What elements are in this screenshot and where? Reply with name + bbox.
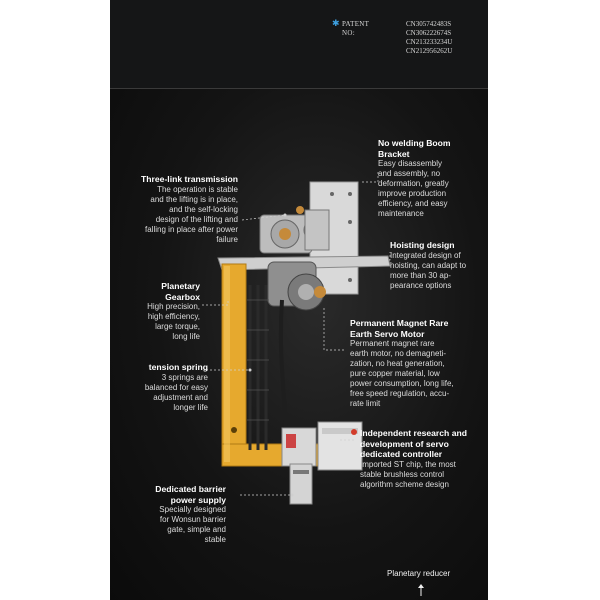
arrow-up-icon [418,584,424,588]
annotation-heading: Gearbox [165,291,200,302]
annotation-line: pearance options [390,280,452,290]
asterisk-icon: ✱ [332,18,340,28]
annotation-line: Easy disassembly [378,159,443,168]
annotation-line: improve production [378,189,447,198]
annotation-spring [114,362,208,413]
annotation-gearbox [114,281,200,342]
annotation-heading: Independent research and [360,428,467,438]
annotation-heading: Earth Servo Motor [350,328,425,339]
annotation-line: The operation is stable [157,184,238,194]
annotation-line: 3 springs are [161,372,208,382]
annotation-line: High precision, [147,302,200,311]
annotation-heading: Hoisting design [390,240,455,250]
annotation-line: hoisting, can adapt to [390,260,467,270]
annotation-heading: power supply [170,494,226,505]
annotation-heading: Planetary [161,281,200,291]
annotation-three-link [114,174,238,245]
patent-label: PATENT NO: [342,20,370,37]
annotation-line: Specially designed [159,505,226,514]
annotation-line: rate limit [350,399,381,408]
annotation-line: falling in place after power [145,224,238,234]
annotation-line: long life [172,332,200,341]
annotation-heading: dedicated controller [360,449,443,459]
annotation-line: Permanent magnet rare [350,339,435,348]
annotation-heading: Bracket [378,148,410,159]
annotation-line: Imported ST chip, the most [360,459,456,469]
annotation-servo-motor [350,318,486,409]
annotation-line: balanced for easy [144,382,208,392]
annotation-line: longer life [173,402,208,412]
annotation-line: and the lifting is in place, [150,194,238,204]
annotation-power-supply [114,484,226,545]
annotation-heading: Permanent Magnet Rare [350,318,449,328]
annotation-line: algorithm scheme design [360,479,449,489]
annotation-line: design of the lifting and [155,214,238,224]
annotation-line: failure [216,234,238,244]
annotation-line: and the self-locking [169,204,238,214]
annotation-heading: tension spring [148,362,208,372]
annotation-heading: Dedicated barrier [155,484,226,494]
annotation-line: pure copper material, low [350,369,440,378]
annotation-hoisting [390,240,488,291]
annotation-line: for Wonsun barrier [159,515,226,524]
annotation-heading: development of servo [360,438,449,449]
annotation-line: large torque, [155,322,200,331]
annotation-line: maintenance [378,209,424,218]
annotation-line: efficiency, and easy [378,199,448,208]
annotation-line: stable brushless control [360,469,445,479]
annotation-line: power consumption, long life, [350,379,454,388]
annotation-line: and assembly, no [378,169,441,178]
patent-number: CN213233234U [406,38,453,46]
annotation-line: high efficiency, [147,312,200,321]
annotation-line: free speed regulation, accu- [350,389,450,398]
annotation-heading: No welding Boom [378,138,451,148]
annotation-controller [360,428,488,490]
annotation-line: zation, no heat generation, [350,359,445,368]
patent-number: CN306222674S [406,29,452,37]
annotation-line: stable [204,535,226,544]
annotation-line: earth motor, no demagneti- [350,349,447,358]
planetary-reducer-label: Planetary reducer [387,569,451,578]
patent-number: CN212956262U [406,47,453,55]
annotation-line: gate, simple and [167,525,226,534]
product-canvas [110,0,488,600]
annotation-line: more than 30 ap- [390,270,451,280]
annotation-heading: Three-link transmission [141,174,238,184]
tension-springs [250,285,266,450]
annotation-line: deformation, greatly [378,179,449,188]
annotation-line: adjustment and [153,392,208,402]
annotation-line: Integrated design of [390,250,461,260]
patent-number: CN305742483S [406,20,452,28]
annotation-boom-bracket [378,138,488,219]
